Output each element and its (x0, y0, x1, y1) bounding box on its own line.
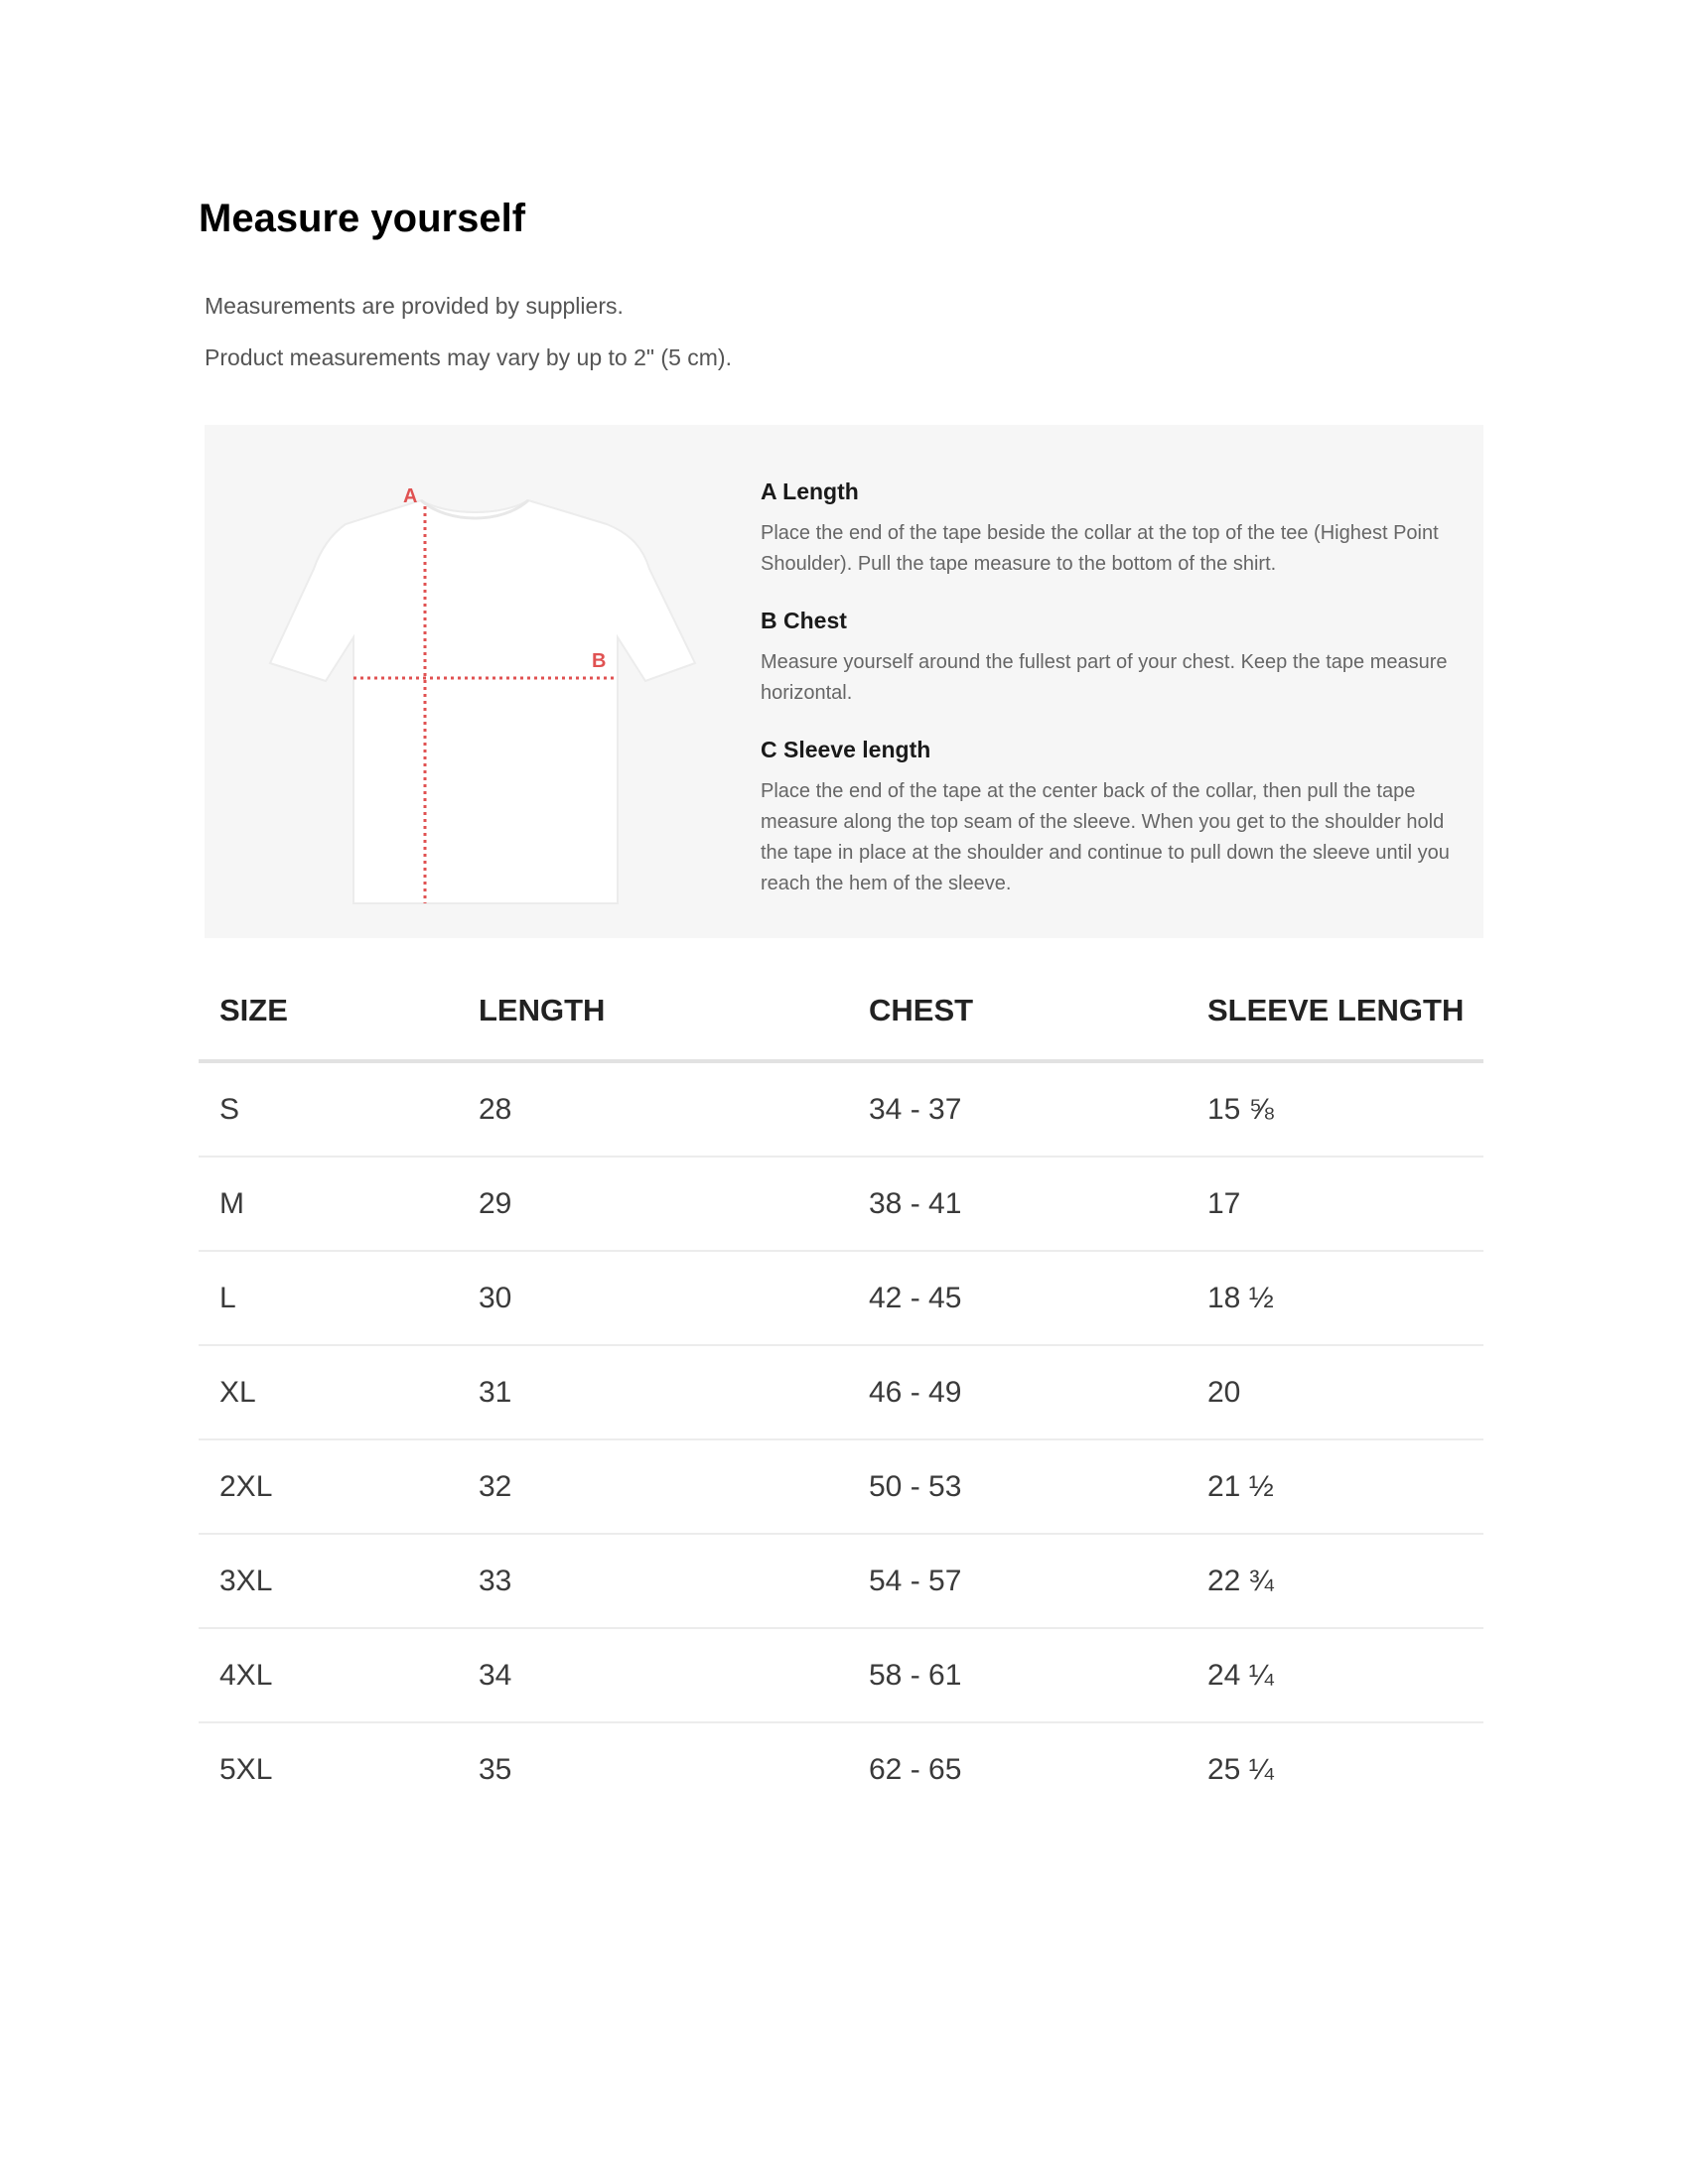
instruction-text: Measure yourself around the fullest part of your chest. Keep the tape measure horizontal. (761, 651, 1448, 704)
instruction-heading: A Length (761, 478, 859, 504)
cell-sleeve-length: 25 ¼ (1207, 1752, 1274, 1786)
cell-sleeve-length: 21 ½ (1187, 1439, 1483, 1534)
cell-size: 5XL (219, 1752, 273, 1786)
cell-sleeve-length: 22 ¾ (1187, 1534, 1483, 1628)
measurement-instructions (761, 477, 1468, 925)
column-header-length: LENGTH (458, 961, 848, 1061)
cell-length: 31 (458, 1345, 848, 1439)
tshirt-diagram (205, 425, 761, 938)
cell-size: S (199, 1061, 458, 1157)
column-header-chest: CHEST (848, 961, 1187, 1061)
cell-chest: 50 - 53 (848, 1439, 1187, 1534)
intro-suppliers-note: Measurements are provided by suppliers. (205, 293, 624, 319)
instruction-heading: B Chest (761, 608, 847, 633)
cell-sleeve-length: 24 ¼ (1187, 1628, 1483, 1722)
cell-length: 32 (458, 1439, 848, 1534)
table-row (199, 1251, 1483, 1345)
cell-length: 29 (458, 1157, 848, 1251)
instruction-text: Place the end of the tape at the center back of the collar, then pull the tape measure along the top seam of the sleeve. When you get to the shoulder hold the tape in place at the shoulder and continue to pull down the sleeve until you reach the hem of the sleeve. (761, 780, 1450, 894)
cell-sleeve-length: 20 (1187, 1345, 1483, 1439)
cell-chest: 34 - 37 (848, 1061, 1187, 1157)
table-row (199, 1722, 1483, 1816)
measurement-guide-panel (205, 425, 1483, 938)
cell-chest: 54 - 57 (848, 1534, 1187, 1628)
cell-length: 33 (458, 1534, 848, 1628)
table-header-row (199, 961, 1483, 1061)
cell-size: 2XL (199, 1439, 458, 1534)
cell-size: L (199, 1251, 458, 1345)
cell-chest: 42 - 45 (848, 1251, 1187, 1345)
cell-length: 35 (479, 1752, 512, 1786)
cell-chest: 38 - 41 (848, 1157, 1187, 1251)
cell-size: 4XL (199, 1628, 458, 1722)
instruction-chest (761, 606, 1468, 709)
cell-sleeve-length: 17 (1187, 1157, 1483, 1251)
table-row (199, 1061, 1483, 1157)
instruction-heading: C Sleeve length (761, 737, 931, 762)
cell-size: XL (199, 1345, 458, 1439)
length-marker-label: A (403, 485, 418, 507)
table-row (199, 1534, 1483, 1628)
cell-sleeve-length: 15 ⅝ (1187, 1061, 1483, 1157)
intro-variance-note: Product measurements may vary by up to 2" (5 cm). (205, 344, 732, 370)
cell-length: 30 (458, 1251, 848, 1345)
cell-chest: 62 - 65 (869, 1752, 962, 1786)
table-row (199, 1345, 1483, 1439)
cell-chest: 58 - 61 (848, 1628, 1187, 1722)
instruction-length (761, 477, 1468, 580)
page-title: Measure yourself (199, 197, 526, 240)
cell-size: 3XL (199, 1534, 458, 1628)
column-header-size: SIZE (199, 961, 458, 1061)
cell-sleeve-length: 18 ½ (1187, 1251, 1483, 1345)
instruction-text: Place the end of the tape beside the collar at the top of the tee (Highest Point Shoulder). Pull the tape measure to the bottom of the shirt. (761, 522, 1439, 575)
cell-chest: 46 - 49 (848, 1345, 1187, 1439)
chest-marker-label: B (592, 650, 607, 672)
instruction-sleeve-length (761, 735, 1468, 899)
size-chart-table (199, 961, 1483, 1816)
column-header-sleeve-length: SLEEVE LENGTH (1187, 961, 1483, 1061)
table-row (199, 1628, 1483, 1722)
table-row (199, 1157, 1483, 1251)
cell-size: M (199, 1157, 458, 1251)
tshirt-silhouette (270, 500, 695, 903)
table-row (199, 1439, 1483, 1534)
cell-length: 34 (458, 1628, 848, 1722)
cell-length: 28 (458, 1061, 848, 1157)
